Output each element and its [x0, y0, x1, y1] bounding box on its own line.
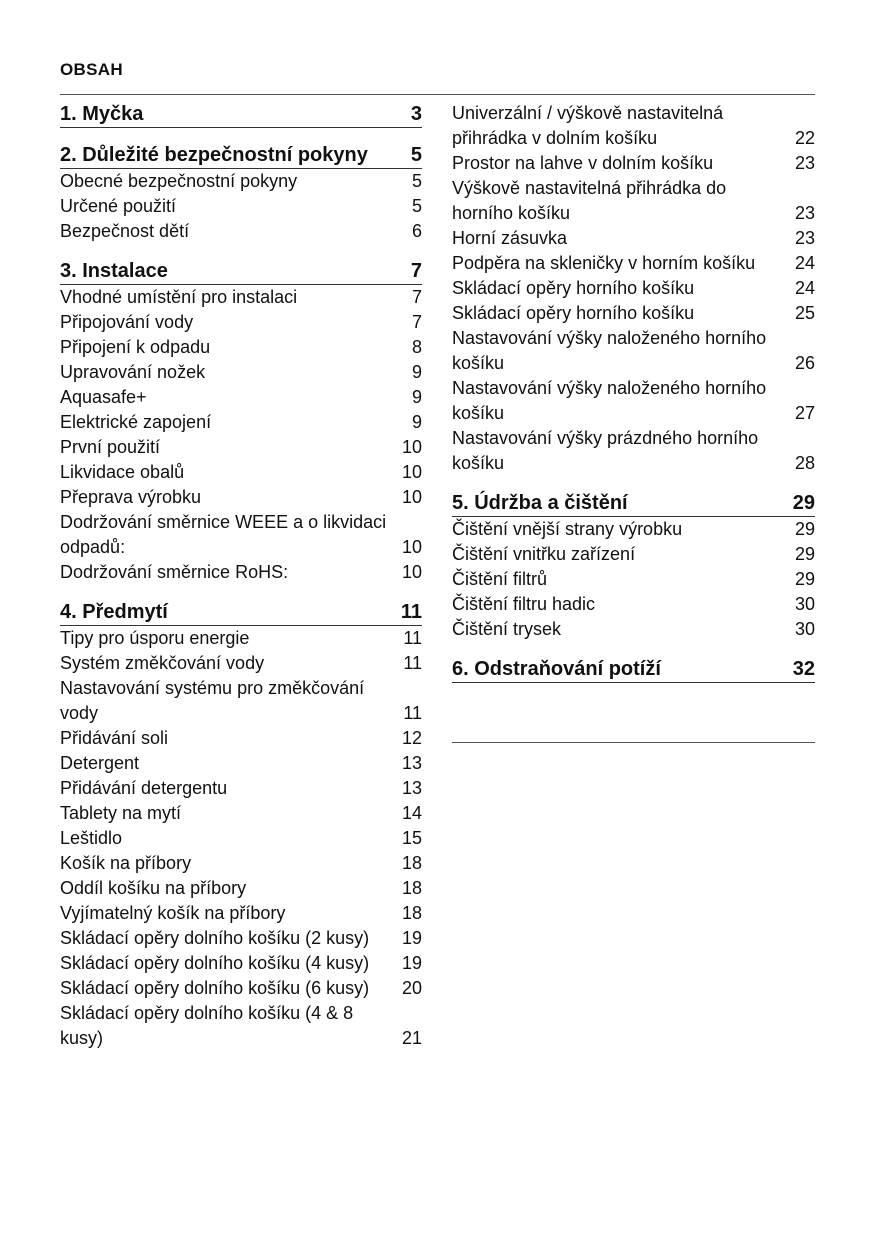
entry-page-number: 30	[794, 619, 815, 639]
entry-page-number: 5	[411, 171, 422, 191]
entry-page-number: 10	[401, 562, 422, 582]
chapter-title: 2. Důležité bezpečnostní pokyny	[60, 144, 368, 166]
entry-page-number: 6	[411, 221, 422, 241]
toc-entry[interactable]	[60, 876, 422, 901]
toc-entry[interactable]	[60, 901, 422, 926]
entry-title: Bezpečnost dětí	[60, 221, 190, 241]
toc-entry[interactable]	[60, 310, 422, 335]
chapter-page-number: 7	[410, 260, 422, 282]
toc-chapter-heading[interactable]	[60, 141, 422, 169]
entry-page-number: 10	[401, 537, 422, 557]
entry-title: Přidávání detergentu	[60, 778, 228, 798]
toc-entry[interactable]	[60, 651, 422, 676]
entry-title: Upravování nožek	[60, 362, 206, 382]
toc-chapter-heading[interactable]	[60, 100, 422, 128]
toc-entry[interactable]	[452, 151, 815, 176]
entry-title: Nastavování výšky naloženého horního košíku	[452, 378, 767, 423]
toc-entry[interactable]	[452, 567, 815, 592]
entry-title: Nastavování systému pro změkčování vody	[60, 678, 365, 723]
entry-title: Prostor na lahve v dolním košíku	[452, 153, 714, 173]
entry-title: Vhodné umístění pro instalaci	[60, 287, 298, 307]
entry-title: Tipy pro úsporu energie	[60, 628, 250, 648]
toc-entry[interactable]	[60, 385, 422, 410]
entry-title: Detergent	[60, 753, 140, 773]
entry-title: Likvidace obalů	[60, 462, 185, 482]
entry-page-number: 23	[794, 153, 815, 173]
toc-section	[60, 141, 422, 244]
page-title: OBSAH	[60, 60, 123, 79]
toc-entry[interactable]	[60, 851, 422, 876]
toc-entry[interactable]	[60, 826, 422, 851]
entry-page-number: 25	[794, 303, 815, 323]
entry-title: Připojování vody	[60, 312, 194, 332]
toc-chapter-heading[interactable]	[452, 489, 815, 517]
entry-title: Leštidlo	[60, 828, 123, 848]
entry-title: Připojení k odpadu	[60, 337, 211, 357]
toc-entry[interactable]	[452, 326, 815, 376]
header-divider	[60, 94, 815, 95]
entry-title: Skládací opěry dolního košíku (2 kusy)	[60, 928, 370, 948]
entry-title: Skládací opěry horního košíku	[452, 303, 695, 323]
toc-entry[interactable]	[60, 751, 422, 776]
entry-page-number: 9	[411, 387, 422, 407]
chapter-title: 6. Odstraňování potíží	[452, 658, 661, 680]
entry-page-number: 12	[401, 728, 422, 748]
toc-section	[60, 100, 422, 128]
entry-title: Obecné bezpečnostní pokyny	[60, 171, 298, 191]
entry-page-number: 7	[411, 287, 422, 307]
entry-title: Dodržování směrnice WEEE a o likvidaci odpadů:	[60, 512, 387, 557]
toc-entry[interactable]	[60, 169, 422, 194]
entry-page-number: 13	[401, 753, 422, 773]
toc-entry[interactable]	[60, 926, 422, 951]
chapter-page-number: 3	[410, 103, 422, 125]
entry-page-number: 29	[794, 544, 815, 564]
entry-title: Oddíl košíku na příbory	[60, 878, 247, 898]
toc-entry[interactable]	[60, 285, 422, 310]
entry-page-number: 23	[794, 203, 815, 223]
toc-entry[interactable]	[60, 194, 422, 219]
toc-entry[interactable]	[60, 360, 422, 385]
entry-page-number: 24	[794, 278, 815, 298]
entry-page-number: 11	[403, 628, 422, 648]
chapter-page-number: 29	[792, 492, 815, 514]
entry-page-number: 13	[401, 778, 422, 798]
toc-entry[interactable]	[60, 560, 422, 585]
entry-page-number: 28	[794, 453, 815, 473]
entry-page-number: 19	[401, 928, 422, 948]
chapter-page-number: 5	[410, 144, 422, 166]
toc-entry[interactable]	[60, 626, 422, 651]
toc-entry[interactable]	[60, 801, 422, 826]
entry-title: Čištění vnitřku zařízení	[452, 544, 636, 564]
toc-entry[interactable]	[60, 410, 422, 435]
chapter-page-number: 32	[792, 658, 815, 680]
entry-page-number: 26	[794, 353, 815, 373]
entry-title: Skládací opěry dolního košíku (4 & 8 kusy)	[60, 1003, 354, 1048]
toc-entry[interactable]	[60, 335, 422, 360]
entry-page-number: 27	[794, 403, 815, 423]
entry-title: Košík na příbory	[60, 853, 192, 873]
toc-section	[452, 489, 815, 642]
entry-page-number: 10	[401, 487, 422, 507]
entry-title: Přeprava výrobku	[60, 487, 202, 507]
entry-title: První použití	[60, 437, 161, 457]
entry-page-number: 20	[401, 978, 422, 998]
entry-title: Tablety na mytí	[60, 803, 182, 823]
entry-page-number: 9	[411, 362, 422, 382]
entry-page-number: 30	[794, 594, 815, 614]
toc-entry[interactable]	[452, 517, 815, 542]
toc-entry[interactable]	[452, 542, 815, 567]
entry-page-number: 11	[403, 703, 422, 723]
toc-entry[interactable]	[60, 460, 422, 485]
entry-title: Výškově nastavitelná přihrádka do horního košíku	[452, 178, 727, 223]
entry-page-number: 24	[794, 253, 815, 273]
chapter-title: 3. Instalace	[60, 260, 168, 282]
entry-title: Nastavování výšky naloženého horního košíku	[452, 328, 767, 373]
toc-section	[60, 598, 422, 1051]
toc-section	[452, 655, 815, 683]
entry-title: Univerzální / výškově nastavitelná přihrádka v dolním košíku	[452, 103, 724, 148]
toc-entry[interactable]	[60, 510, 422, 560]
entry-page-number: 10	[401, 462, 422, 482]
entry-page-number: 8	[411, 337, 422, 357]
entry-title: Elektrické zapojení	[60, 412, 212, 432]
entry-title: Aquasafe+	[60, 387, 147, 407]
toc-entry[interactable]	[452, 592, 815, 617]
toc-entry[interactable]	[452, 376, 815, 426]
entry-title: Čištění vnější strany výrobku	[452, 519, 683, 539]
toc-entry[interactable]	[452, 301, 815, 326]
entry-title: Skládací opěry dolního košíku (4 kusy)	[60, 953, 370, 973]
entry-page-number: 22	[794, 128, 815, 148]
entry-page-number: 10	[401, 437, 422, 457]
toc-section	[452, 100, 815, 476]
toc-entry[interactable]	[452, 617, 815, 642]
entry-title: Určené použití	[60, 196, 177, 216]
entry-page-number: 18	[401, 903, 422, 923]
entry-page-number: 21	[401, 1028, 422, 1048]
entry-page-number: 29	[794, 569, 815, 589]
chapter-title: 1. Myčka	[60, 103, 144, 125]
toc-entry[interactable]	[452, 426, 815, 476]
toc-left-column	[60, 100, 422, 1051]
entry-title: Čištění filtrů	[452, 569, 548, 589]
entry-title: Nastavování výšky prázdného horního košíku	[452, 428, 759, 473]
entry-title: Podpěra na skleničky v horním košíku	[452, 253, 756, 273]
entry-title: Čištění filtru hadic	[452, 594, 596, 614]
entry-page-number: 5	[411, 196, 422, 216]
footer-divider	[452, 742, 815, 743]
toc-entry[interactable]	[60, 485, 422, 510]
toc-right-column	[452, 100, 815, 683]
chapter-title: 4. Předmytí	[60, 601, 168, 623]
entry-page-number: 14	[401, 803, 422, 823]
toc-entry[interactable]	[60, 1001, 422, 1051]
toc-entry[interactable]	[452, 226, 815, 251]
entry-title: Přidávání soli	[60, 728, 169, 748]
entry-page-number: 19	[401, 953, 422, 973]
entry-title: Horní zásuvka	[452, 228, 568, 248]
entry-page-number: 11	[403, 653, 422, 673]
toc-entry[interactable]	[60, 676, 422, 726]
toc-entry[interactable]	[60, 951, 422, 976]
entry-page-number: 18	[401, 878, 422, 898]
entry-page-number: 18	[401, 853, 422, 873]
toc-chapter-heading[interactable]	[60, 257, 422, 285]
toc-entry[interactable]	[60, 726, 422, 751]
toc-entry[interactable]	[452, 176, 815, 226]
toc-chapter-heading[interactable]	[60, 598, 422, 626]
entry-page-number: 7	[411, 312, 422, 332]
toc-entry[interactable]	[60, 435, 422, 460]
entry-title: Dodržování směrnice RoHS:	[60, 562, 289, 582]
toc-entry[interactable]	[452, 101, 815, 151]
entry-page-number: 29	[794, 519, 815, 539]
entry-title: Skládací opěry dolního košíku (6 kusy)	[60, 978, 370, 998]
entry-title: Skládací opěry horního košíku	[452, 278, 695, 298]
toc-entry[interactable]	[452, 276, 815, 301]
toc-entry[interactable]	[452, 251, 815, 276]
toc-chapter-heading[interactable]	[452, 655, 815, 683]
toc-entry[interactable]	[60, 219, 422, 244]
toc-entry[interactable]	[60, 776, 422, 801]
entry-page-number: 9	[411, 412, 422, 432]
entry-title: Systém změkčování vody	[60, 653, 265, 673]
toc-section	[60, 257, 422, 585]
entry-title: Čištění trysek	[452, 619, 562, 639]
chapter-title: 5. Údržba a čištění	[452, 492, 628, 514]
toc-entry[interactable]	[60, 976, 422, 1001]
chapter-page-number: 11	[400, 601, 422, 623]
entry-page-number: 15	[401, 828, 422, 848]
entry-title: Vyjímatelný košík na příbory	[60, 903, 286, 923]
entry-page-number: 23	[794, 228, 815, 248]
